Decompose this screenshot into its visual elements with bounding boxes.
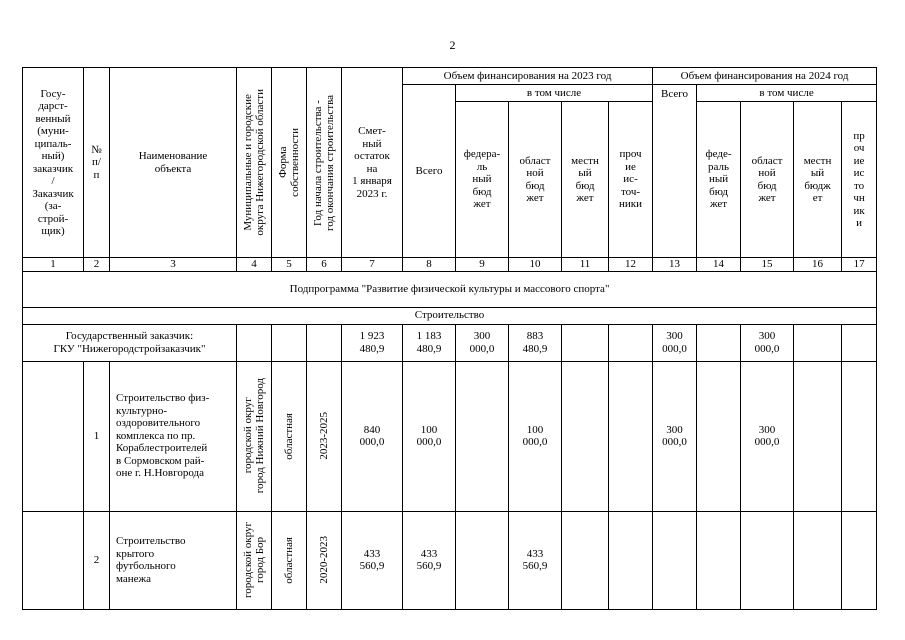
column-number: 9 xyxy=(456,258,509,272)
total-2024: 300 000,0 xyxy=(653,361,697,511)
total-2023: 100 000,0 xyxy=(403,361,456,511)
row-number: 2 xyxy=(84,511,110,609)
customer-total-2024: 300 000,0 xyxy=(653,324,697,361)
header-regional-2024: област ной бюд жет xyxy=(741,102,794,258)
header-local-2023: местн ый бюд жет xyxy=(562,102,609,258)
column-number: 4 xyxy=(237,258,272,272)
header-local-2024: местн ый бюдж ет xyxy=(794,102,842,258)
header-balance: Смет- ный остаток на 1 января 2023 г. xyxy=(342,68,403,258)
years-cell xyxy=(307,361,342,511)
header-other-2023: проч ие ис- точ- ники xyxy=(609,102,653,258)
municipality-cell xyxy=(237,511,272,609)
header-num: № п/ п xyxy=(84,68,110,258)
header-including-2024: в том числе xyxy=(697,85,877,102)
header-years: Год начала строительства - год окончания строительства xyxy=(312,94,336,231)
header-federal-2023: федера- ль ный бюд жет xyxy=(456,102,509,258)
page-number: 2 xyxy=(449,38,456,52)
regional-2023: 433 560,9 xyxy=(509,511,562,609)
header-fin-2023: Объем финансирования на 2023 год xyxy=(403,68,653,85)
header-ownership: Форма собственности xyxy=(277,128,301,197)
header-municipality-cell xyxy=(237,68,272,258)
table-row xyxy=(23,511,877,609)
header-municipality: Муниципальные и городские округа Нижегородской области xyxy=(242,89,266,236)
municipality: городской округ город Бор xyxy=(242,521,266,599)
regional-2024: 300 000,0 xyxy=(741,361,794,511)
regional-2023: 100 000,0 xyxy=(509,361,562,511)
column-number: 12 xyxy=(609,258,653,272)
column-number: 15 xyxy=(741,258,794,272)
municipality-cell xyxy=(237,361,272,511)
customer-row xyxy=(23,324,877,361)
column-number: 14 xyxy=(697,258,741,272)
column-number: 5 xyxy=(272,258,307,272)
header-object-name: Наименование объекта xyxy=(110,68,237,258)
balance: 840 000,0 xyxy=(342,361,403,511)
ownership-cell xyxy=(272,361,307,511)
financing-table xyxy=(22,67,877,610)
header-years-cell xyxy=(307,68,342,258)
years-cell xyxy=(307,511,342,609)
header-total-2023: Всего xyxy=(403,85,456,258)
balance: 433 560,9 xyxy=(342,511,403,609)
column-number: 11 xyxy=(562,258,609,272)
column-number: 2 xyxy=(84,258,110,272)
row-number: 1 xyxy=(84,361,110,511)
column-number: 3 xyxy=(110,258,237,272)
customer-regional-2023: 883 480,9 xyxy=(509,324,562,361)
column-number: 1 xyxy=(23,258,84,272)
column-number: 17 xyxy=(842,258,877,272)
column-number: 7 xyxy=(342,258,403,272)
years: 2023-2025 xyxy=(318,412,330,460)
total-2023: 433 560,9 xyxy=(403,511,456,609)
header-including-2023: в том числе xyxy=(456,85,653,102)
column-number: 13 xyxy=(653,258,697,272)
ownership: областная xyxy=(283,412,295,460)
ownership: областная xyxy=(283,536,295,584)
customer-total-2023: 1 183 480,9 xyxy=(403,324,456,361)
customer-federal-2023: 300 000,0 xyxy=(456,324,509,361)
column-number: 16 xyxy=(794,258,842,272)
subprogram-title: Подпрограмма "Развитие физической культуры и массового спорта" xyxy=(23,271,877,307)
table-row xyxy=(23,361,877,511)
object-name: Строительство крытого футбольного манежа xyxy=(110,511,237,609)
customer-name: Государственный заказчик: ГКУ "Нижегородстройзаказчик" xyxy=(23,324,237,361)
column-number-row xyxy=(23,258,877,272)
header-fin-2024: Объем финансирования на 2024 год xyxy=(653,68,877,85)
header-other-2024: пр оч ие ис то чн ик и xyxy=(842,102,877,258)
object-name: Строительство физ- культурно- оздоровительного комплекса по пр. Кораблестроителей в Сормовском рай- оне г. Н.Новгорода xyxy=(110,361,237,511)
header-regional-2023: област ной бюд жет xyxy=(509,102,562,258)
section-title: Строительство xyxy=(23,307,877,324)
municipality: городской округ город Нижний Новгород xyxy=(242,378,266,494)
column-number: 10 xyxy=(509,258,562,272)
header-ownership-cell xyxy=(272,68,307,258)
years: 2020-2023 xyxy=(318,536,330,584)
column-number: 8 xyxy=(403,258,456,272)
customer-balance: 1 923 480,9 xyxy=(342,324,403,361)
column-number: 6 xyxy=(307,258,342,272)
customer-regional-2024: 300 000,0 xyxy=(741,324,794,361)
header-customer: Госу- дарст- венный (муни- ципаль- ный) заказчик / Заказчик (за- строй- щик) xyxy=(23,68,84,258)
header-federal-2024: феде- раль ный бюд жет xyxy=(697,102,741,258)
ownership-cell xyxy=(272,511,307,609)
header-total-2024: Всего xyxy=(653,85,697,258)
